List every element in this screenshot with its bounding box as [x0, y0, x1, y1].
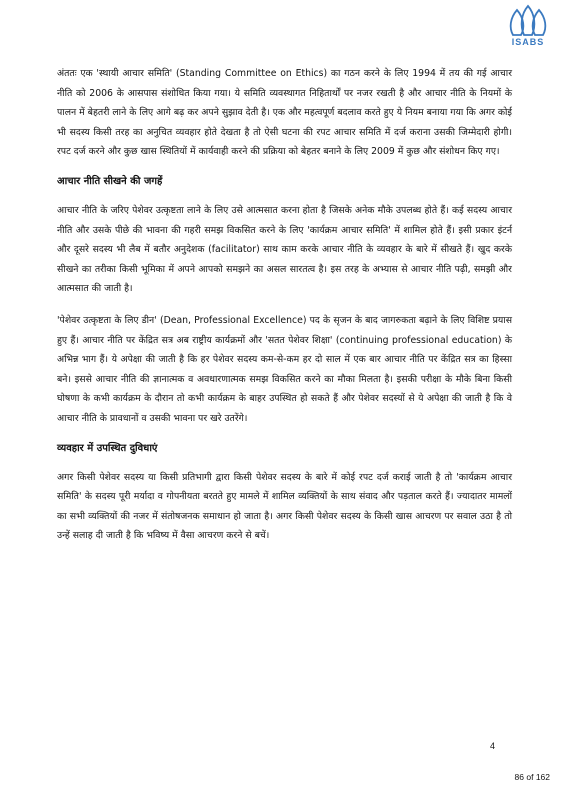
- paragraph: अंततः एक 'स्थायी आचार समिति' (Standing Committee on Ethics) का गठन करने के लिए 1994 में तय की गई आचार नीति को 2006 के आसपास संशोधित किया गया। ये समिति व्यवस्थागत निहितार्थों पर नजर रखती है और आचार नीति के नियमों के पालन में बेहतरी लाने के लिए आगे बढ़ कर अपने सुझाव देती है। एक और महत्वपूर्ण बदलाव करते हुए ये नियम बनाया गया कि अगर कोई भी सदस्य किसी तरह का अनुचित व्यवहार होते देखता है तो ऐसी घटना की रपट आचार समिति में दर्ज कराना उसकी जिम्मेदारी होगी। रपट दर्ज करने और कुछ खास स्थितियों में कार्यवाही करने की प्रक्रिया को बेहतर बनाने के लिए 2009 में कुछ और संशोधन किए गए।: [57, 68, 512, 158]
- isabs-logo: [505, 4, 551, 47]
- paragraph: आचार नीति के जरिए पेशेवर उत्कृष्टता लाने के लिए उसे आत्मसात करना होता है जिसके अनेक मौके उपलब्ध होते हैं। कई सदस्य आचार नीति और उसके पीछे की भावना की गहरी समझ विकसित करने के लिए 'कार्यक्रम आचार समिति' में शामिल होते हैं। इसी प्रकार इंटर्न और दूसरे सदस्य भी लैब में बतौर अनुदेशक (facilitator) साथ काम करके आचार नीति के व्यवहार के बारे में सीखते हैं। खुद करके सीखने का तरीका किसी भूमिका में अपने आपको समझने का असल सारतत्व है। इस तरह के अभ्यास से आचार नीति पढ़ी, समझी और आत्मसात की जाती है।: [57, 204, 512, 295]
- section-heading: व्यवहार में उपस्थित दुविधाएं: [57, 442, 158, 454]
- document-body: [57, 64, 512, 558]
- section-heading: आचार नीति सीखने की जगहें: [57, 175, 163, 187]
- paragraph: 'पेशेवर उत्कृष्टता के लिए डीन' (Dean, Professional Excellence) पद के सृजन के बाद जागरुकता बढ़ाने के लिए विशिष्ट प्रयास हुए हैं। आचार नीति पर केंद्रित सत्र अब राष्ट्रीय कार्यक्रमों और 'सतत पेशेवर शिक्षा' (continuing professional education) के अभिन्न भाग हैं। ये अपेक्षा की जाती है कि हर पेशेवर सदस्य कम-से-कम हर दो साल में एक बार आचार नीति पर केंद्रित सत्र का हिस्सा बने। इससे आचार नीति की ज्ञानात्मक व अवधारणात्मक समझ विकसित करने का मौका मिलता है। इसकी परीक्षा के मौके बिना किसी घोषणा के कभी कार्यक्रम के दौरान तो कभी कार्यक्रम के बाहर उपस्थित हो सकते हैं और पेशेवर सदस्यों से ये अपेक्षा की जाती है कि वे आचार नीति के प्रावधानों व उसकी भावना पर खरे उतरेंगे।: [57, 314, 512, 424]
- page-number: 4: [490, 741, 496, 751]
- paragraph: अगर किसी पेशेवर सदस्य या किसी प्रतिभागी द्वारा किसी पेशेवर सदस्य के बारे में कोई रपट दर्ज कराई जाती है तो 'कार्यक्रम आचार समिति' के सदस्य पूरी मर्यादा व गोपनीयता बरतते हुए मामले में शामिल व्यक्तियों के साथ संवाद और पड़ताल करते हैं। ज्यादातर मामलों का सभी व्यक्तियों की नजर में संतोषजनक समाधान हो जाता है। अगर किसी पेशेवर सदस्य के किसी खास आचरण पर सवाल उठा है तो उन्हें सलाह दी जाती है कि भविष्य में वैसा आचरण करने से बचें।: [57, 471, 512, 542]
- isabs-logo-icon: [506, 4, 550, 38]
- page-count: 86 of 162: [514, 772, 550, 782]
- logo-text: ISABS: [511, 37, 545, 47]
